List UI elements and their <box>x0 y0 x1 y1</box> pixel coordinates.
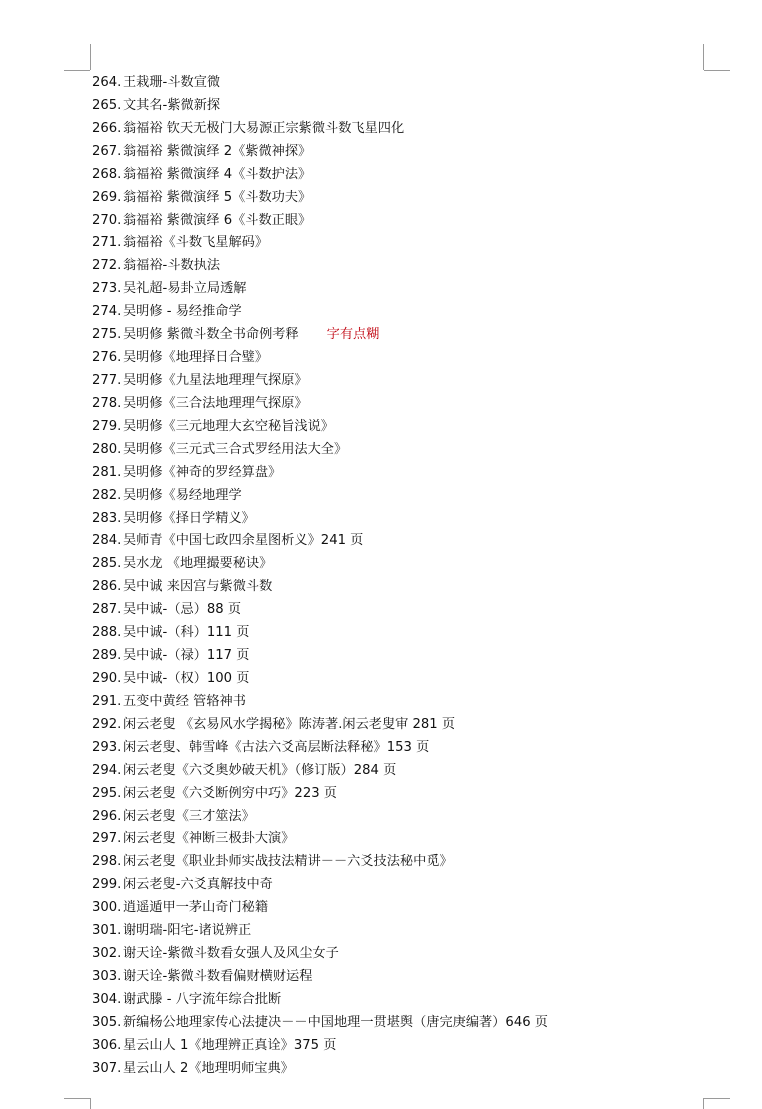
item-title: 谢明瑞-阳宅-诸说辨正 <box>123 923 252 939</box>
item-title: 闲云老叟《神断三极卦大演》 <box>123 831 295 847</box>
list-item <box>92 645 712 668</box>
item-title: 吴明修《神奇的罗经算盘》 <box>123 464 282 480</box>
list-item <box>92 187 712 210</box>
item-number: 283. <box>92 510 122 526</box>
item-note: 字有点糊 <box>326 327 380 343</box>
list-item <box>92 164 712 187</box>
list-item <box>92 347 712 370</box>
item-title: 闲云老叟-六爻真解技中奇 <box>123 877 273 893</box>
item-number: 301. <box>92 923 122 939</box>
item-title: 吴中诚 来因宫与紫微斗数 <box>123 579 273 595</box>
list-item <box>92 783 712 806</box>
list-item <box>92 1012 712 1035</box>
list-item <box>92 553 712 576</box>
item-title: 闲云老叟《六爻断例穷中巧》223 页 <box>123 785 337 801</box>
list-item <box>92 874 712 897</box>
list-item <box>92 485 712 508</box>
item-title: 新编杨公地理家传心法捷决－－中国地理一贯堪舆（唐完庚编著）646 页 <box>123 1014 548 1030</box>
item-title: 五变中黄经 管辂神书 <box>123 693 246 709</box>
list-item <box>92 897 712 920</box>
item-title: 吴明修 - 易经推命学 <box>123 304 242 320</box>
item-title: 翁福裕 紫微演绎 2《紫微神探》 <box>123 143 312 159</box>
item-number: 289. <box>92 648 122 664</box>
item-title: 翁福裕-斗数执法 <box>123 258 221 274</box>
item-number: 290. <box>92 670 122 686</box>
list-item <box>92 920 712 943</box>
list-item <box>92 324 712 347</box>
book-list <box>92 72 712 1081</box>
item-title: 翁福裕 紫微演绎 5《斗数功夫》 <box>123 189 312 205</box>
item-title: 星云山人 2《地理明师宝典》 <box>123 1060 294 1076</box>
item-number: 307. <box>92 1060 122 1076</box>
item-title: 翁福裕《斗数飞星解码》 <box>123 235 269 251</box>
list-item <box>92 301 712 324</box>
list-item <box>92 966 712 989</box>
item-title: 吴明修《三元式三合式罗经用法大全》 <box>123 441 348 457</box>
list-item <box>92 370 712 393</box>
list-item <box>92 1035 712 1058</box>
item-title: 文其名-紫微新探 <box>123 97 221 113</box>
item-number: 304. <box>92 991 122 1007</box>
item-title: 吴中诚-（科）111 页 <box>123 625 250 641</box>
item-title: 闲云老叟《三才筮法》 <box>123 808 255 824</box>
item-title: 吴礼超-易卦立局透解 <box>123 281 247 297</box>
item-title: 星云山人 1《地理辨正真诠》375 页 <box>123 1037 337 1053</box>
list-item <box>92 989 712 1012</box>
item-number: 284. <box>92 533 122 549</box>
corner-mark-bottom-right <box>703 1098 730 1109</box>
item-title: 吴中诚-（禄）117 页 <box>123 648 250 664</box>
item-number: 271. <box>92 235 122 251</box>
item-number: 296. <box>92 808 122 824</box>
item-number: 272. <box>92 258 122 274</box>
item-title: 闲云老叟《六爻奥妙破天机》（修订版）284 页 <box>123 762 397 778</box>
list-item <box>92 508 712 531</box>
item-number: 303. <box>92 968 122 984</box>
list-item <box>92 232 712 255</box>
item-title: 王栽珊-斗数宣微 <box>123 75 221 90</box>
item-title: 吴明修《三元地理大玄空秘旨浅说》 <box>123 418 334 434</box>
list-item <box>92 530 712 553</box>
item-title: 吴明修《择日学精义》 <box>123 510 255 526</box>
item-number: 267. <box>92 143 122 159</box>
item-number: 291. <box>92 693 122 709</box>
list-item <box>92 210 712 233</box>
list-item <box>92 943 712 966</box>
list-item <box>92 95 712 118</box>
item-number: 282. <box>92 487 122 503</box>
list-item <box>92 576 712 599</box>
list-item <box>92 278 712 301</box>
item-title: 谢武滕 - 八字流年综合批断 <box>123 991 282 1007</box>
item-number: 293. <box>92 739 122 755</box>
item-number: 287. <box>92 602 122 618</box>
list-item <box>92 599 712 622</box>
item-title: 吴中诚-（权）100 页 <box>123 670 250 686</box>
item-number: 269. <box>92 189 122 205</box>
item-number: 285. <box>92 556 122 572</box>
item-number: 292. <box>92 716 122 732</box>
item-number: 274. <box>92 304 122 320</box>
list-item <box>92 255 712 278</box>
item-number: 295. <box>92 785 122 801</box>
item-number: 288. <box>92 625 122 641</box>
list-item <box>92 439 712 462</box>
list-item <box>92 416 712 439</box>
item-number: 297. <box>92 831 122 847</box>
list-item <box>92 714 712 737</box>
item-title: 吴明修《地理择日合璧》 <box>123 350 269 366</box>
item-number: 264. <box>92 75 122 90</box>
item-title: 吴师青《中国七政四余星图析义》241 页 <box>123 533 364 549</box>
item-title: 翁福裕 紫微演绎 6《斗数正眼》 <box>123 212 312 228</box>
list-item <box>92 806 712 829</box>
list-item <box>92 737 712 760</box>
item-number: 265. <box>92 97 122 113</box>
item-number: 279. <box>92 418 122 434</box>
item-title: 谢天诠-紫微斗数看偏财横财运程 <box>123 968 313 984</box>
item-title: 谢天诠-紫微斗数看女强人及风尘女子 <box>123 946 339 962</box>
list-item <box>92 462 712 485</box>
item-title: 吴明修《易经地理学 <box>123 487 242 503</box>
list-item <box>92 851 712 874</box>
item-number: 286. <box>92 579 122 595</box>
item-number: 266. <box>92 120 122 136</box>
corner-mark-top-left <box>64 44 91 71</box>
item-number: 294. <box>92 762 122 778</box>
list-item <box>92 691 712 714</box>
item-title: 翁福裕 紫微演绎 4《斗数护法》 <box>123 166 312 182</box>
item-number: 299. <box>92 877 122 893</box>
list-item <box>92 118 712 141</box>
item-number: 280. <box>92 441 122 457</box>
corner-mark-bottom-left <box>64 1098 91 1109</box>
item-title: 吴水龙 《地理撮要秘诀》 <box>123 556 273 572</box>
item-number: 273. <box>92 281 122 297</box>
item-title: 翁福裕 钦天无极门大易源正宗紫微斗数飞星四化 <box>123 120 405 136</box>
list-item <box>92 393 712 416</box>
list-item <box>92 1058 712 1081</box>
item-title: 吴中诚-（忌）88 页 <box>123 602 242 618</box>
item-number: 298. <box>92 854 122 870</box>
item-number: 275. <box>92 327 122 343</box>
list-item <box>92 668 712 691</box>
item-number: 305. <box>92 1014 122 1030</box>
list-item <box>92 141 712 164</box>
item-number: 302. <box>92 946 122 962</box>
item-number: 278. <box>92 395 122 411</box>
list-item <box>92 828 712 851</box>
item-title: 逍遥遁甲一茅山奇门秘籍 <box>123 900 269 916</box>
item-title: 吴明修 紫微斗数全书命例考释 <box>123 327 299 343</box>
item-title: 闲云老叟《职业卦师实战技法精讲－－六爻技法秘中觅》 <box>123 854 453 870</box>
item-number: 277. <box>92 372 122 388</box>
item-number: 300. <box>92 900 122 916</box>
item-title: 闲云老叟、韩雪峰《古法六爻高层断法释秘》153 页 <box>123 739 430 755</box>
list-item <box>92 72 712 95</box>
corner-mark-top-right <box>703 44 730 71</box>
item-title: 闲云老叟 《玄易风水学揭秘》陈涛著.闲云老叟审 281 页 <box>123 716 456 732</box>
item-number: 281. <box>92 464 122 480</box>
item-number: 276. <box>92 350 122 366</box>
item-title: 吴明修《九星法地理理气探原》 <box>123 372 308 388</box>
item-title: 吴明修《三合法地理理气探原》 <box>123 395 308 411</box>
item-number: 268. <box>92 166 122 182</box>
list-item <box>92 622 712 645</box>
list-item <box>92 760 712 783</box>
item-number: 270. <box>92 212 122 228</box>
item-number: 306. <box>92 1037 122 1053</box>
